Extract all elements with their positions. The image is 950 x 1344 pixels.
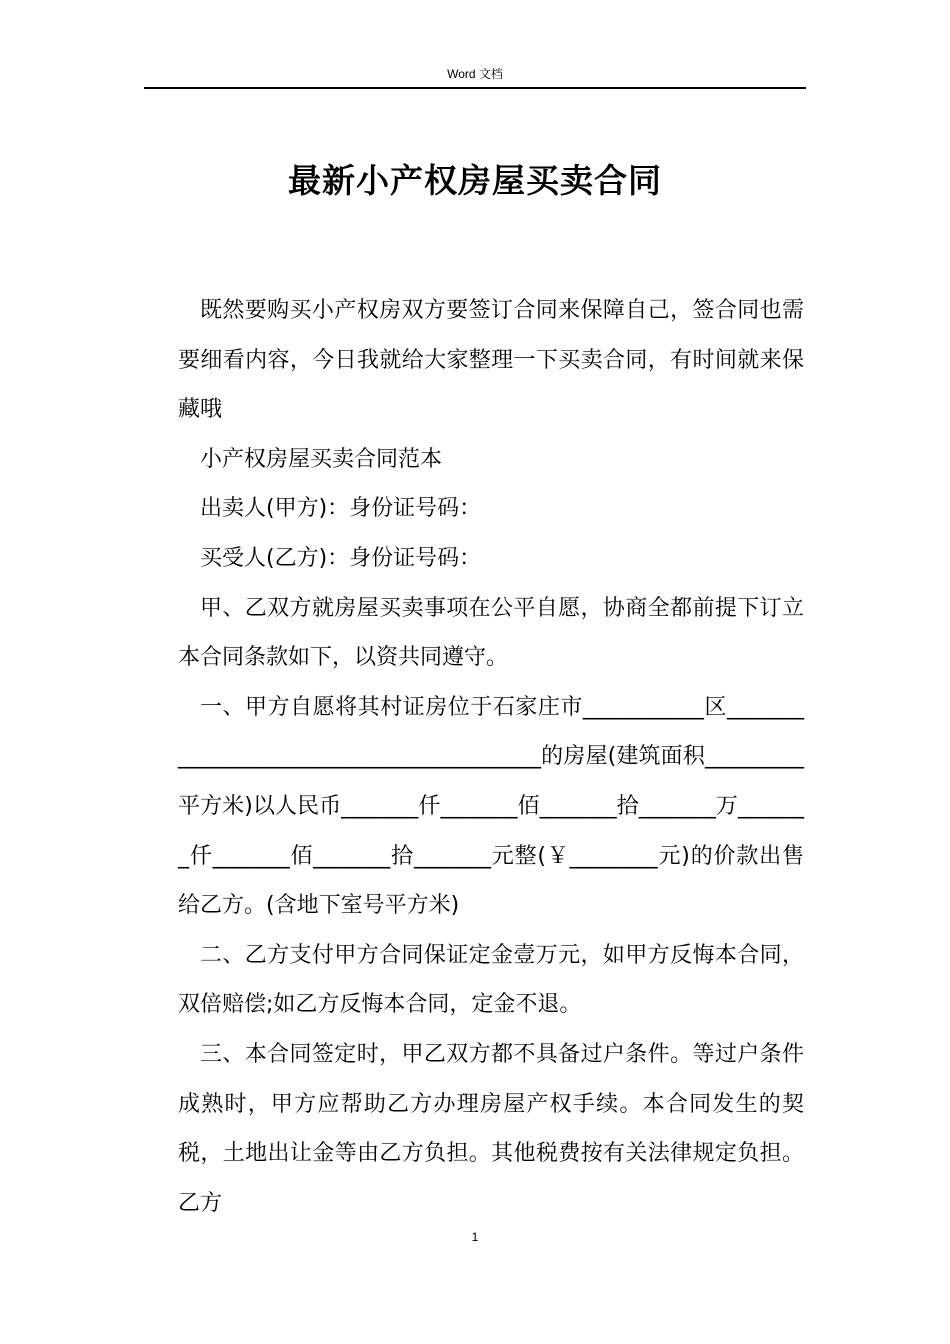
paragraph-intro: 既然要购买小产权房双方要签订合同来保障自己，签合同也需要细看内容，今日我就给大家整理一下买卖合同，有时间就来保藏哦 (178, 298, 804, 423)
paragraph-clause-1: 一、甲方自愿将其村证房位于石家庄市___________区_______ _________________________________的房屋(建筑面积_________平方米)以人民币_______仟_______佰_______拾_______万_______仟_______佰_______拾_______元整(￥________元)的价款出售给乙方。(含地下室号平方米) (178, 694, 804, 919)
paragraph-seller: 出卖人(甲方)：身份证号码： (200, 496, 482, 522)
document-title: 最新小产权房屋买卖合同 (288, 161, 662, 200)
paragraph-buyer: 买受人(乙方)：身份证号码： (200, 545, 482, 571)
document-body (178, 286, 804, 1228)
page-number: 1 (471, 1230, 479, 1244)
paragraph-template-heading: 小产权房屋买卖合同范本 (200, 446, 443, 472)
paragraph-preamble: 甲、乙双方就房屋买卖事项在公平自愿，协商全都前提下订立本合同条款如下，以资共同遵守。 (178, 595, 804, 671)
paragraph-clause-2: 二、乙方支付甲方合同保证定金壹万元，如甲方反悔本合同，双倍赔偿;如乙方反悔本合同，定金不退。 (178, 942, 804, 1018)
page-header: Word 文档 (447, 67, 503, 81)
paragraph-clause-3: 三、本合同签定时，甲乙双方都不具备过户条件。等过户条件成熟时，甲方应帮助乙方办理房屋产权手续。本合同发生的契税，土地出让金等由乙方负担。其他税费按有关法律规定负担。乙方 (178, 1041, 804, 1216)
header-rule (144, 87, 806, 89)
